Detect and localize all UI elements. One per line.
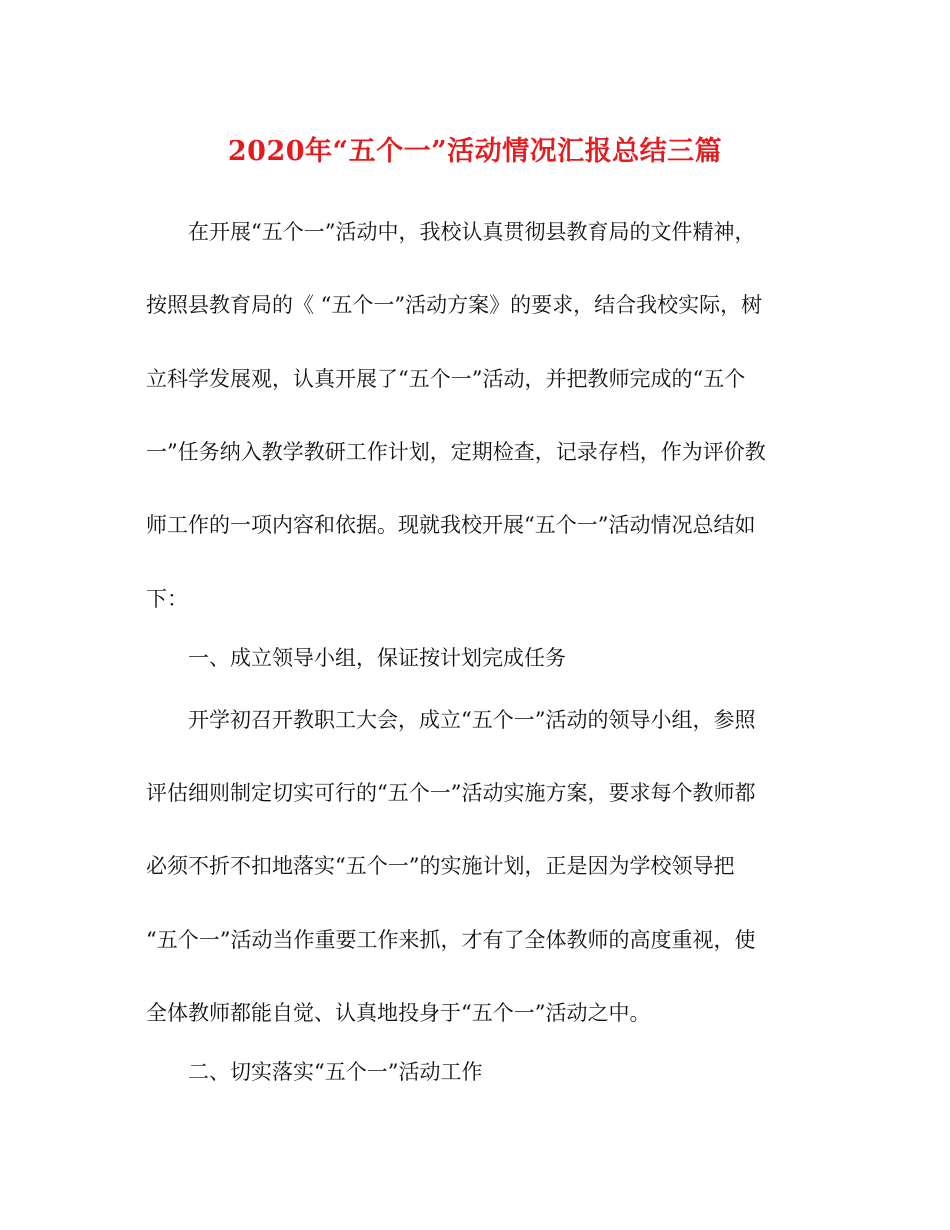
paragraph-line: 评估细则制定切实可行的“五个一”活动实施方案，要求每个教师都: [146, 781, 756, 805]
paragraph-line: 开学初召开教职工大会，成立“五个一”活动的领导小组，参照: [188, 708, 756, 732]
paragraph-line: 在开展“五个一”活动中，我校认真贯彻县教育局的文件精神，: [188, 220, 756, 244]
paragraph-line: 一”任务纳入教学教研工作计划，定期检查，记录存档，作为评价教: [146, 440, 766, 464]
paragraph-line: 立科学发展观，认真开展了“五个一”活动，并把教师完成的“五个: [146, 367, 746, 391]
paragraph-line: 按照县教育局的《 “五个一”活动方案》的要求，结合我校实际，树: [146, 293, 763, 317]
paragraph-line: “五个一”活动当作重要工作来抓，才有了全体教师的高度重视，使: [146, 928, 756, 952]
paragraph-line: 必须不折不扣地落实“五个一”的实施计划，正是因为学校领导把: [146, 854, 735, 878]
paragraph-line: 全体教师都能自觉、认真地投身于“五个一”活动之中。: [146, 1001, 651, 1025]
section-heading: 二、切实落实“五个一”活动工作: [188, 1060, 483, 1084]
section-heading: 一、成立领导小组，保证按计划完成任务: [188, 646, 566, 670]
paragraph-line: 师工作的一项内容和依据。现就我校开展“五个一”活动情况总结如: [146, 513, 756, 537]
paragraph-line: 下：: [146, 587, 188, 611]
document-title: 2020年“五个一”活动情况汇报总结三篇: [227, 136, 723, 167]
